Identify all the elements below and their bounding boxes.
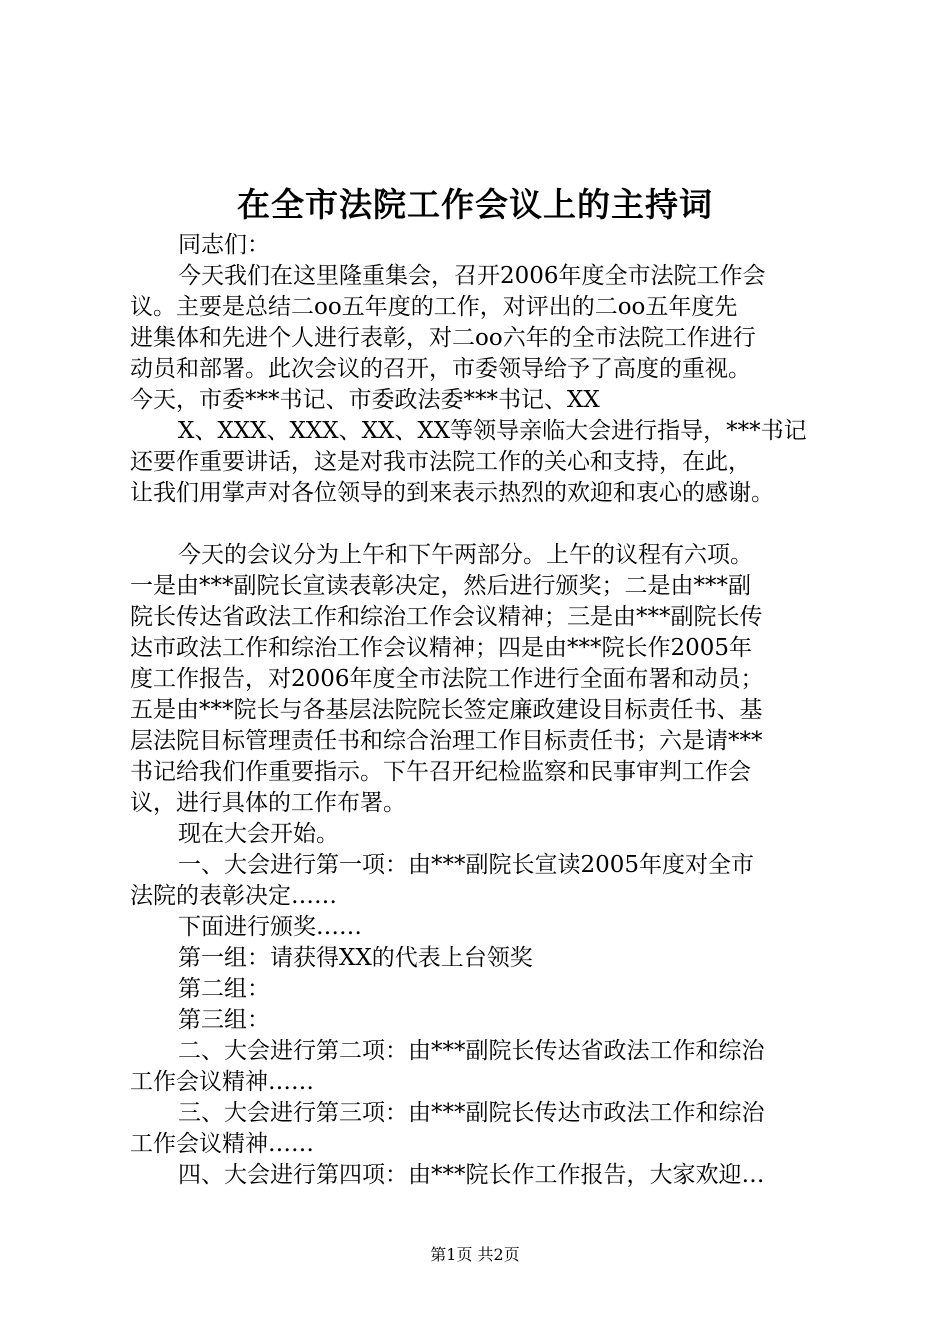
text-line: 进集体和先进个人进行表彰，对二oo六年的全市法院工作进行	[130, 325, 756, 351]
text-line: 法院的表彰决定……	[130, 883, 337, 909]
text-line: 五是由***院长与各基层法院院长签定廉政建设目标责任书、基	[130, 697, 763, 723]
text-line: 工作会议精神……	[130, 1131, 314, 1157]
text-line: 第三组：	[178, 1007, 270, 1033]
text-line: 今天我们在这里隆重集会，召开2006年度全市法院工作会	[178, 263, 766, 289]
text-line: 今天，市委***书记、市委政法委***书记、XX	[130, 387, 600, 413]
text-line: 一、大会进行第一项：由***副院长宣读2005年度对全市	[178, 852, 755, 878]
text-line: 现在大会开始。	[178, 821, 339, 847]
text-line: X、XXX、XXX、XX、XX等领导亲临大会进行指导，***书记	[178, 418, 807, 444]
text-line: 议，进行具体的工作布署。	[130, 790, 406, 816]
text-line: 四、大会进行第四项：由***院长作工作报告，大家欢迎…	[178, 1162, 765, 1188]
text-line: 工作会议精神……	[130, 1069, 314, 1095]
text-line: 动员和部署。此次会议的召开，市委领导给予了高度的重视。	[130, 356, 751, 382]
text-line: 今天的会议分为上午和下午两部分。上午的议程有六项。	[178, 542, 753, 568]
page-footer: 第1页 共2页	[430, 1245, 520, 1264]
text-line: 书记给我们作重要指示。下午召开纪检监察和民事审判工作会	[130, 759, 751, 785]
text-line: 第二组：	[178, 976, 270, 1002]
text-line: 三、大会进行第三项：由***副院长传达市政法工作和综治	[178, 1100, 765, 1126]
text-line: 院长传达省政法工作和综治工作会议精神；三是由***副院长传	[130, 604, 763, 630]
text-line: 二、大会进行第二项：由***副院长传达省政法工作和综治	[178, 1038, 765, 1064]
document-title: 在全市法院工作会议上的主持词	[237, 185, 713, 224]
text-line: 度工作报告，对2006年度全市法院工作进行全面布署和动员；	[130, 666, 764, 692]
text-line: 下面进行颁奖……	[178, 914, 362, 940]
text-line: 达市政法工作和综治工作会议精神；四是由***院长作2005年	[130, 635, 753, 661]
text-line: 同志们：	[178, 232, 270, 258]
text-line: 一是由***副院长宣读表彰决定，然后进行颁奖；二是由***副	[130, 573, 751, 599]
blank-line	[130, 509, 836, 540]
document-body	[130, 230, 836, 1191]
text-line: 第一组：请获得XX的代表上台领奖	[178, 945, 533, 971]
text-line: 让我们用掌声对各位领导的到来表示热烈的欢迎和衷心的感谢。	[130, 480, 774, 506]
text-line: 还要作重要讲话，这是对我市法院工作的关心和支持，在此，	[130, 449, 751, 475]
text-line: 层法院目标管理责任书和综合治理工作目标责任书；六是请***	[130, 728, 763, 754]
text-line: 议。主要是总结二oo五年度的工作，对评出的二oo五年度先	[130, 294, 738, 320]
